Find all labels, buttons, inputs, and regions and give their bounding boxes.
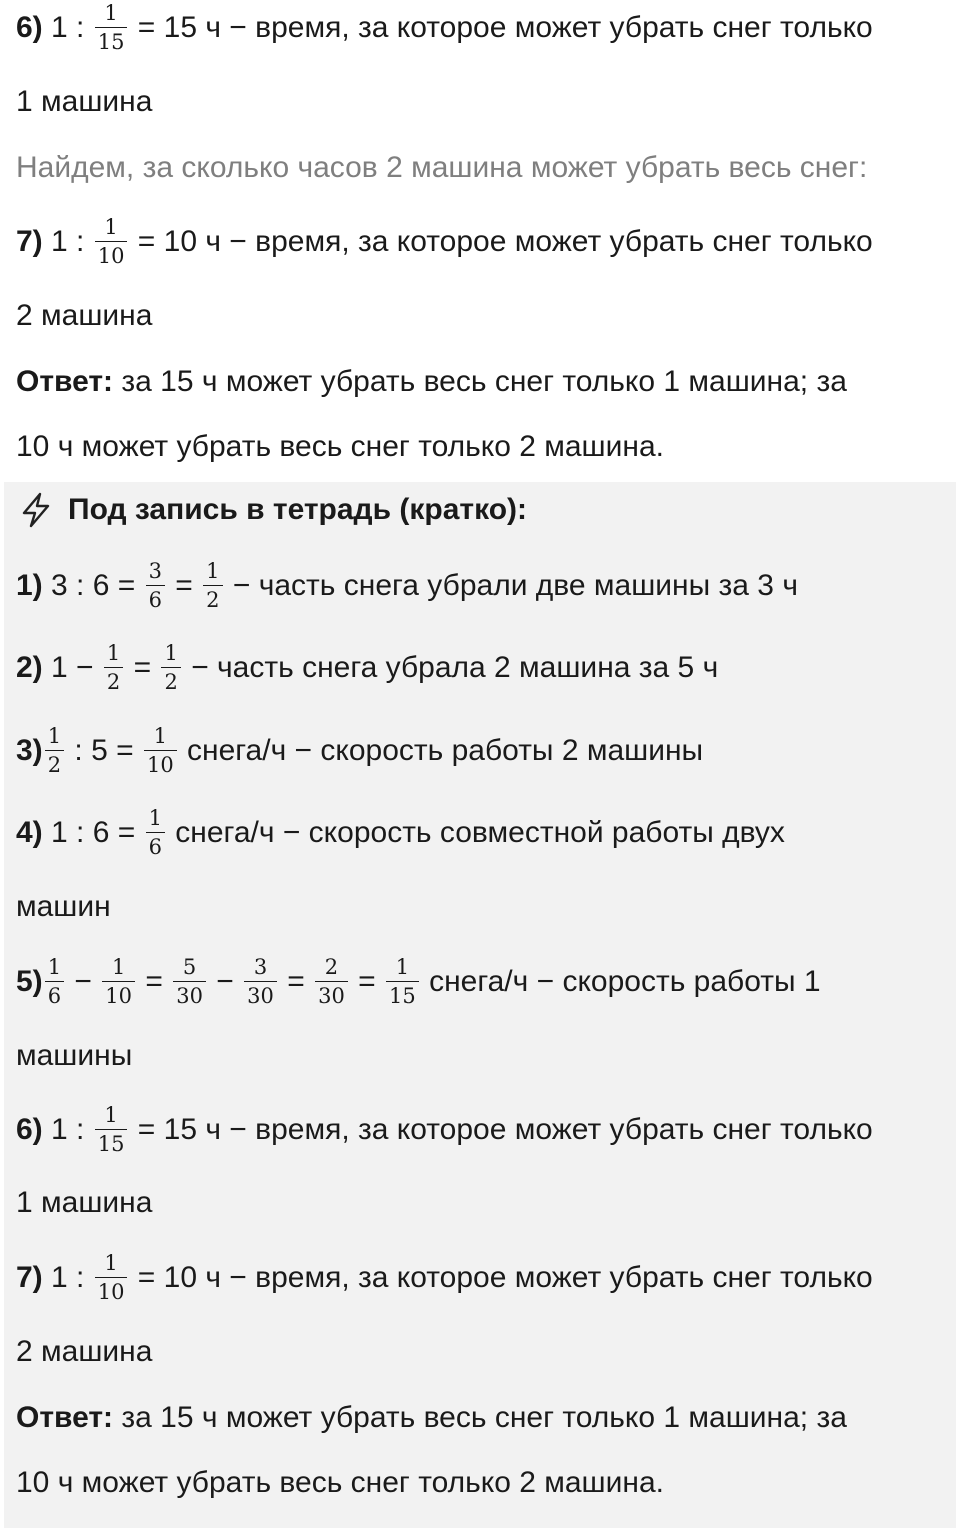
fraction: $\frac{1}{15}$ <box>95 3 128 53</box>
step-3-line <box>16 724 704 777</box>
fraction: $\frac{2}{30}$ <box>315 957 348 1007</box>
step-7-line <box>16 215 873 268</box>
step-number: 5) <box>16 965 43 998</box>
step-text: снега/ч − скорость работы 1 <box>420 965 821 998</box>
step-7-continuation <box>16 1332 152 1372</box>
answer-text: за 15 ч может убрать весь снег только 1 машина; за <box>113 365 847 398</box>
step-text: снега/ч − скорость работы 2 машины <box>178 734 704 767</box>
step-text: 1 − <box>42 651 102 684</box>
fraction: $\frac{1}{6}$ <box>146 808 165 858</box>
note-text <box>16 148 867 188</box>
note: Найдем, за сколько часов 2 машина может убрать весь снег: <box>16 151 868 184</box>
step-number: 7) <box>16 225 43 258</box>
step-text: − <box>207 965 243 998</box>
step-6-continuation <box>16 1183 152 1223</box>
fraction: $\frac{3}{6}$ <box>146 561 165 611</box>
step-text: = <box>278 965 314 998</box>
step-7-continuation <box>16 296 152 336</box>
step-text: машины <box>16 1039 133 1072</box>
fraction: $\frac{1}{2}$ <box>45 726 64 776</box>
step-number: 1) <box>16 569 43 602</box>
panel-heading <box>16 490 527 530</box>
answer-line-1 <box>16 1398 847 1438</box>
step-text: = <box>137 965 172 998</box>
step-text: машин <box>16 890 111 923</box>
fraction: $\frac{1}{10}$ <box>95 1253 128 1303</box>
step-number: 4) <box>16 816 43 849</box>
answer-line-2 <box>16 1463 664 1503</box>
step-1-line <box>16 559 798 612</box>
fraction: $\frac{1}{6}$ <box>45 957 64 1007</box>
step-text: 1 : <box>42 1261 93 1294</box>
step-text: = <box>166 569 202 602</box>
step-text: = 10 ч − время, за которое может убрать снег только <box>129 1261 873 1294</box>
step-text: 1 : 6 = <box>42 816 144 849</box>
step-4-line <box>16 806 785 859</box>
step-2-line <box>16 641 719 694</box>
step-number: 3) <box>16 734 43 767</box>
fraction: $\frac{5}{30}$ <box>173 957 206 1007</box>
step-5-line <box>16 955 821 1008</box>
step-text: 1 машина <box>16 85 153 118</box>
step-text: = <box>125 651 160 684</box>
fraction: $\frac{1}{10}$ <box>102 957 135 1007</box>
lightning-icon <box>16 490 56 530</box>
fraction: $\frac{1}{2}$ <box>203 561 222 611</box>
step-5-continuation <box>16 1036 132 1076</box>
step-6-line <box>16 1103 873 1156</box>
step-text: 2 машина <box>16 1335 153 1368</box>
answer-text: 10 ч может убрать весь снег только 2 машина. <box>16 1466 664 1499</box>
fraction: $\frac{1}{10}$ <box>95 217 128 267</box>
step-6-line <box>16 1 873 54</box>
step-text: − часть снега убрали две машины за 3 ч <box>224 569 798 602</box>
step-text: 1 : <box>42 225 93 258</box>
answer-text: за 15 ч может убрать весь снег только 1 машина; за <box>113 1401 847 1434</box>
step-text: 1 : <box>42 1113 93 1146</box>
step-text: 1 машина <box>16 1186 153 1219</box>
answer-line-1 <box>16 362 847 402</box>
step-text: 3 : 6 = <box>42 569 144 602</box>
panel-heading-text: Под запись в тетрадь (кратко): <box>68 493 528 526</box>
answer-text: 10 ч может убрать весь снег только 2 машина. <box>16 430 664 463</box>
step-text: 2 машина <box>16 299 153 332</box>
fraction: $\frac{1}{15}$ <box>386 957 419 1007</box>
step-number: 7) <box>16 1261 43 1294</box>
fraction: $\frac{1}{10}$ <box>144 726 177 776</box>
answer-line-2 <box>16 427 664 467</box>
step-text: − <box>66 965 101 998</box>
step-number: 2) <box>16 651 43 684</box>
step-text: : 5 = <box>66 734 142 767</box>
fraction: $\frac{1}{2}$ <box>161 643 180 693</box>
step-text: = 15 ч − время, за которое может убрать снег только <box>129 1113 873 1146</box>
step-7-line <box>16 1251 873 1304</box>
fraction: $\frac{1}{15}$ <box>95 1105 128 1155</box>
answer-label: Ответ: <box>16 365 114 398</box>
step-text: снега/ч − скорость совместной работы двух <box>166 816 785 849</box>
step-6-continuation <box>16 82 152 122</box>
step-4-continuation <box>16 887 111 927</box>
step-number: 6) <box>16 11 43 44</box>
step-number: 6) <box>16 1113 43 1146</box>
step-text: = 10 ч − время, за которое может убрать снег только <box>129 225 873 258</box>
answer-label: Ответ: <box>16 1401 114 1434</box>
step-text: − часть снега убрала 2 машина за 5 ч <box>182 651 719 684</box>
fraction: $\frac{1}{2}$ <box>104 643 123 693</box>
fraction: $\frac{3}{30}$ <box>244 957 277 1007</box>
step-text: = <box>349 965 385 998</box>
step-text: 1 : <box>42 11 93 44</box>
step-text: = 15 ч − время, за которое может убрать снег только <box>129 11 873 44</box>
